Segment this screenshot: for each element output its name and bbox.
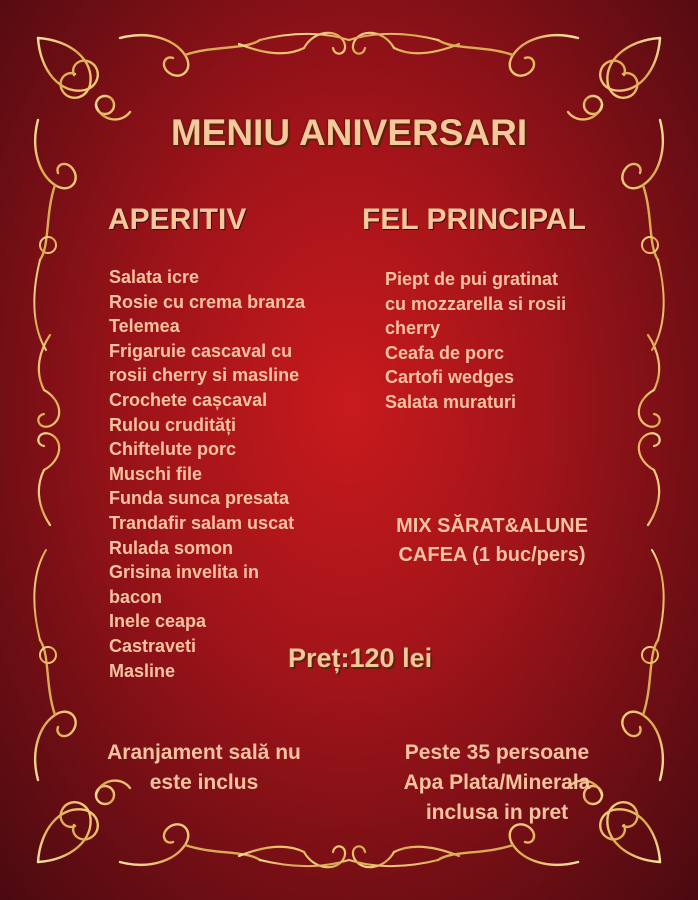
list-item: rosii cherry si masline <box>109 365 300 386</box>
list-item: Piept de pui gratinat <box>385 269 559 289</box>
footer-line: inclusa in pret <box>425 801 569 824</box>
menu-title: MENIU ANIVERSARI <box>170 112 528 153</box>
footer-line: Apa Plata/Minerala <box>403 771 591 794</box>
list-item: Rosie cu crema branza <box>109 291 306 312</box>
list-item: Masline <box>109 660 176 681</box>
list-item: Salata muraturi <box>385 391 517 412</box>
list-item: bacon <box>109 586 163 607</box>
list-item: cherry <box>385 318 441 339</box>
footer-right <box>378 738 616 828</box>
list-item: Frigaruie cascaval cu <box>109 340 293 361</box>
list-item: Telemea <box>109 316 180 337</box>
list-item: Rulou crudități <box>109 414 236 435</box>
list-item: Crochete cașcaval <box>109 389 268 410</box>
list-item: Ceafa de porc <box>385 342 505 363</box>
list-item: Inele ceapa <box>109 611 207 632</box>
list-item: Grisina invelita in <box>109 562 260 583</box>
footer-line: Aranjament sală nu <box>107 741 301 764</box>
aperitiv-list <box>109 265 305 683</box>
extras-line: MIX SĂRAT&ALUNE <box>396 515 588 537</box>
footer-left <box>78 738 330 798</box>
extras-line: CAFEA (1 buc/pers) <box>398 544 586 566</box>
list-item: Rulada somon <box>109 537 234 558</box>
list-item: Cartofi wedges <box>385 367 515 388</box>
list-item: Muschi file <box>109 463 203 484</box>
list-item: Salata icre <box>109 267 200 287</box>
footer-line: este inclus <box>149 771 259 794</box>
list-item: Funda sunca presata <box>109 488 290 509</box>
extras-block <box>370 512 614 570</box>
fel-principal-list <box>385 267 566 415</box>
list-item: cu mozzarella si rosii <box>385 293 567 314</box>
list-item: Castraveti <box>109 635 197 656</box>
aperitiv-heading: APERITIV <box>108 203 247 236</box>
list-item: Chiftelute porc <box>109 439 237 460</box>
footer-line: Peste 35 persoane <box>404 741 590 764</box>
list-item: Trandafir salam uscat <box>109 512 295 533</box>
price-label: Preț:120 lei <box>288 643 433 673</box>
fel-principal-heading: FEL PRINCIPAL <box>362 203 586 236</box>
